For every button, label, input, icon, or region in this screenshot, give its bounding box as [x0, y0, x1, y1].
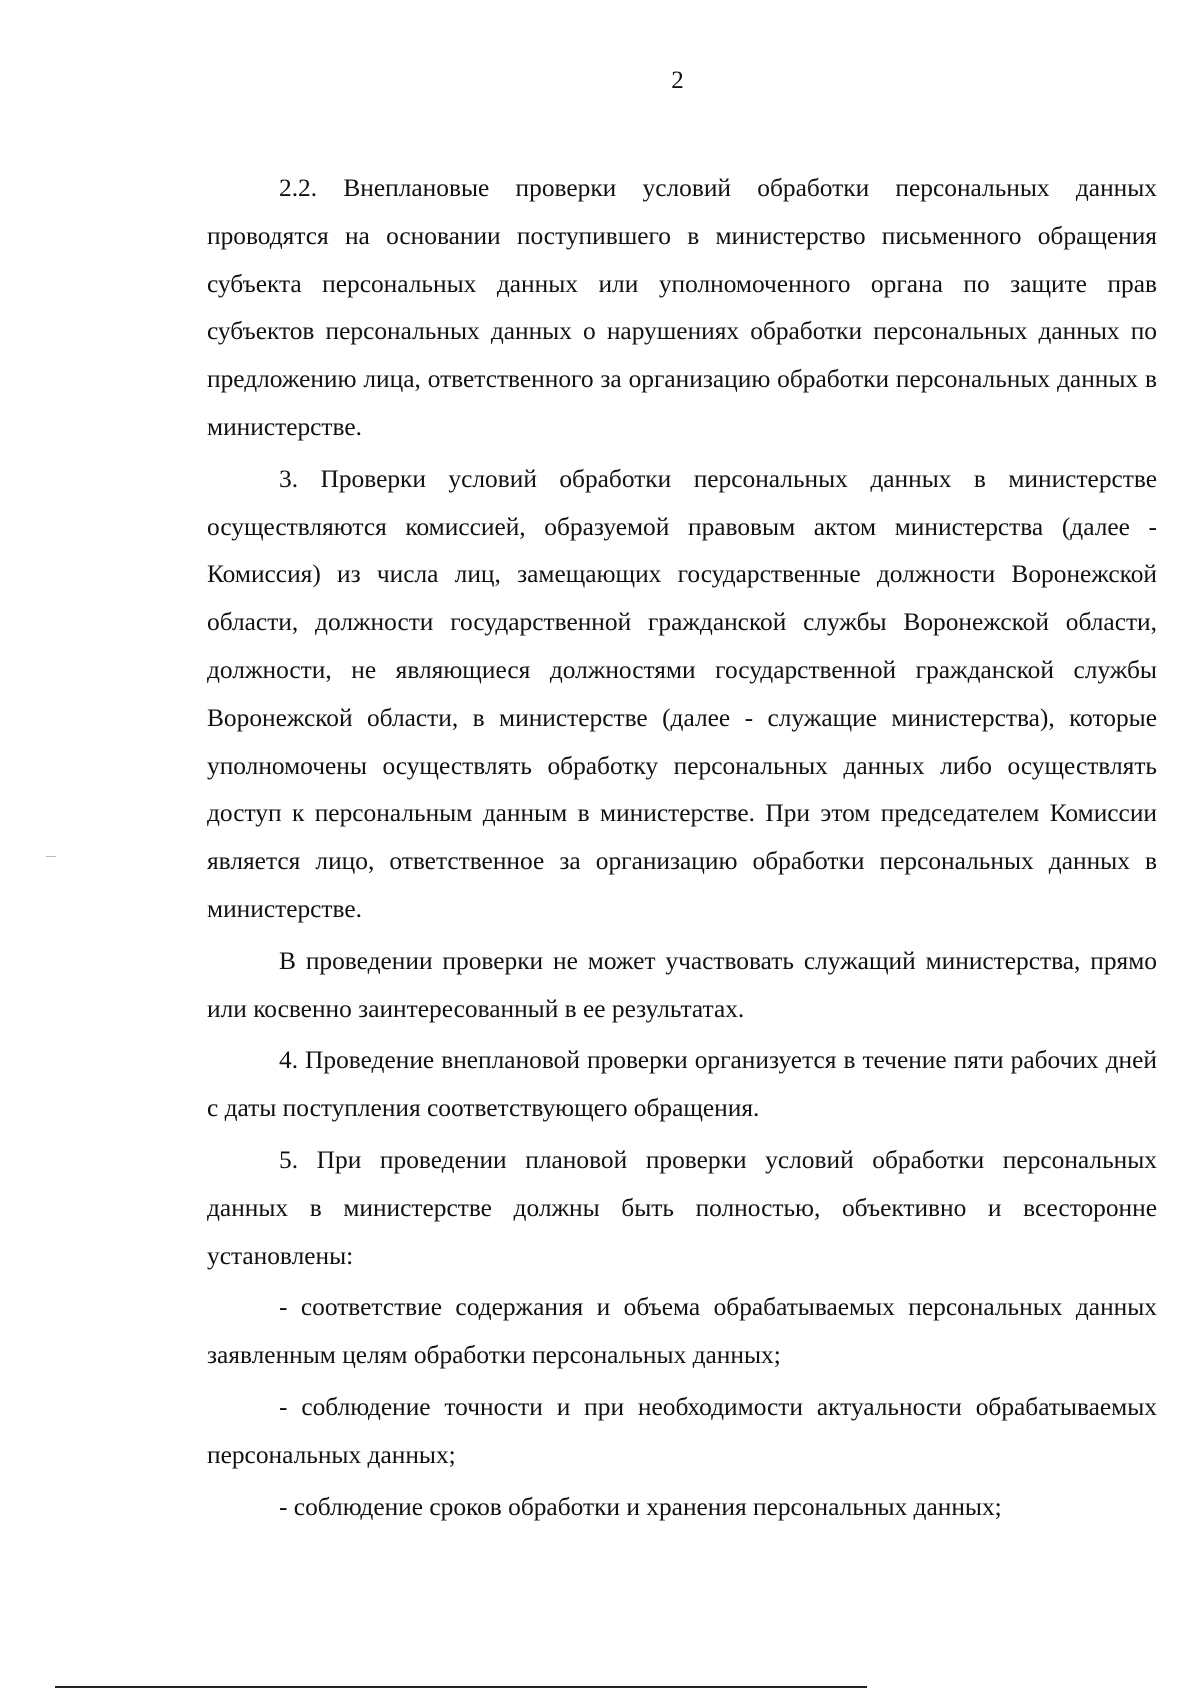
scan-mark	[46, 856, 56, 857]
paragraph-3-note: В проведении проверки не может участвовать служащий министерства, прямо или косвенно заинтересованный в ее результатах.	[207, 946, 1157, 1023]
paragraph-2-2: 2.2. Внеплановые проверки условий обработки персональных данных проводятся на основании поступившего в министерство письменного обращения субъекта персональных данных или уполномоченного органа по защите прав субъектов персональных данных о нарушениях обработки персональных данных по предложению лица, ответственного за организацию обработки персональных данных в министерстве.	[207, 174, 1157, 441]
list-item: - соблюдение точности и при необходимости актуальности обрабатываемых персональных данных;	[207, 1392, 1157, 1469]
bottom-rule	[55, 1686, 867, 1688]
paragraph-3: 3. Проверки условий обработки персональных данных в министерстве осуществляются комиссией, образуемой правовым актом министерства (далее - Комиссия) из числа лиц, замещающих государственные должности Воронежской области, должности государственной гражданской службы Воронежской области, должности, не являющиеся должностями государственной гражданской службы Воронежской области, в министерстве (далее - служащие министерства), которые уполномочены осуществлять обработку персональных данных либо осуществлять доступ к персональным данным в министерстве. При этом председателем Комиссии является лицо, ответственное за организацию обработки персональных данных в министерстве.	[207, 464, 1157, 923]
list-item: - соответствие содержания и объема обрабатываемых персональных данных заявленным целям обработки персональных данных;	[207, 1293, 1157, 1370]
document-body	[207, 165, 1157, 1531]
paragraph-5: 5. При проведении плановой проверки условий обработки персональных данных в министерстве должны быть полностью, объективно и всесторонне установлены:	[207, 1145, 1157, 1270]
paragraph-4: 4. Проведение внеплановой проверки организуется в течение пяти рабочих дней с даты поступления соответствующего обращения.	[207, 1046, 1157, 1123]
page-number: 2	[671, 67, 684, 94]
list-item: - соблюдение сроков обработки и хранения персональных данных;	[279, 1492, 1002, 1521]
